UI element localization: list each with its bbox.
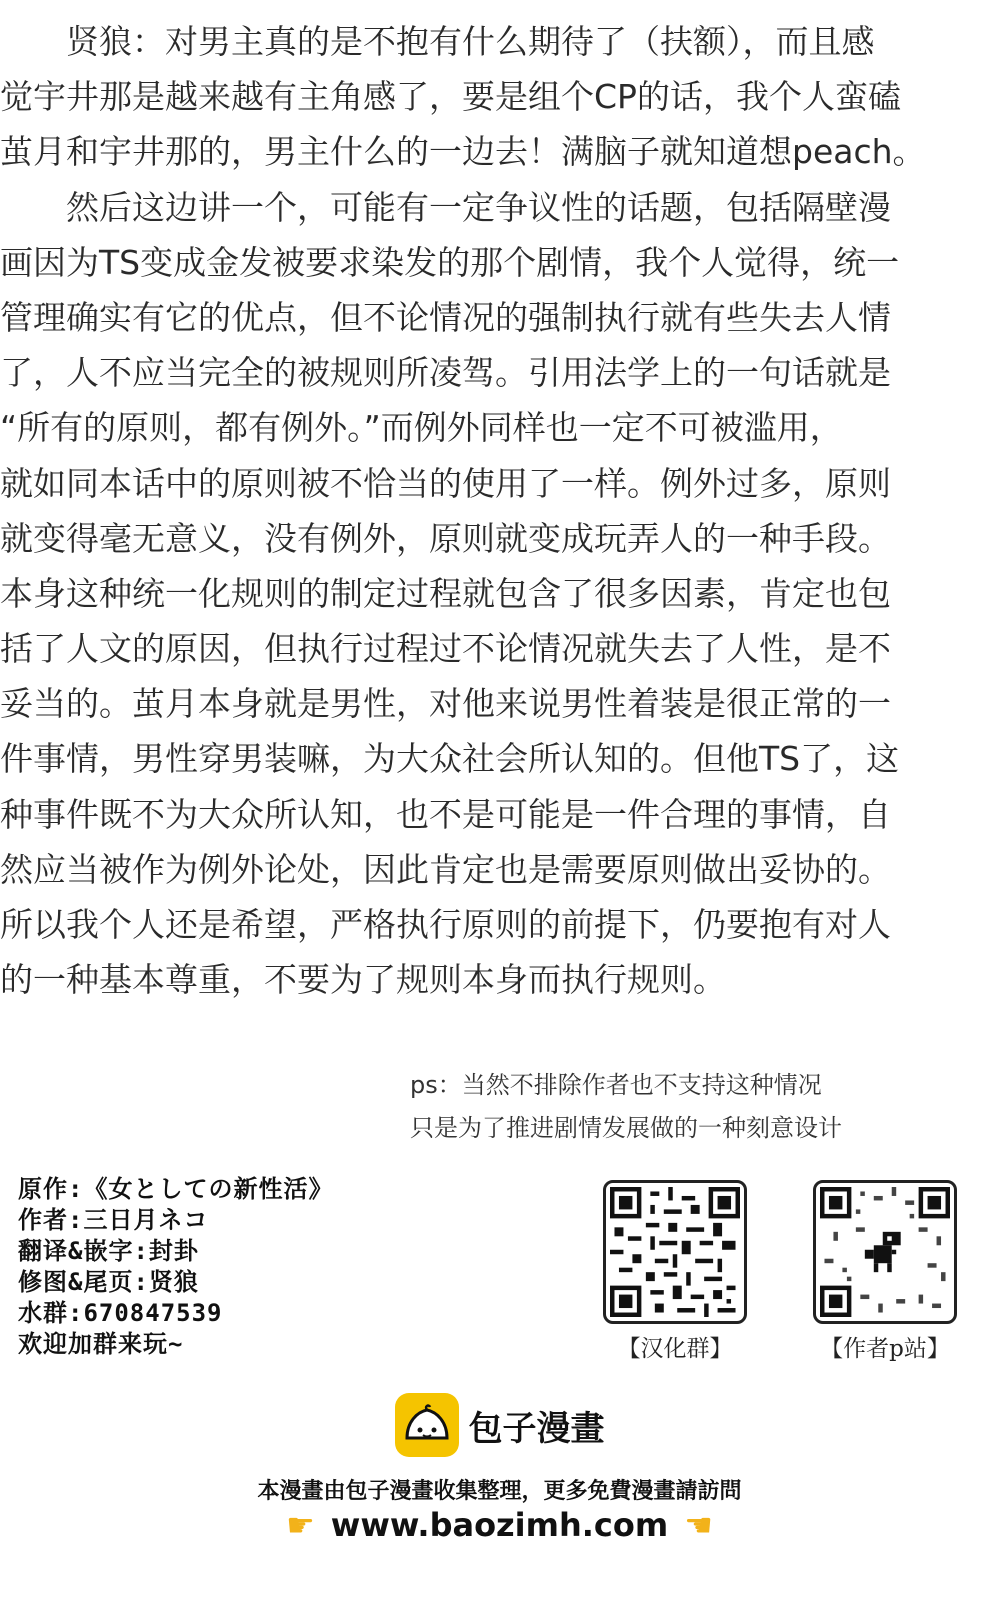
footer-url[interactable]	[0, 1506, 999, 1544]
qr-code-icon	[610, 1187, 740, 1317]
essay-line: 所以我个人还是希望，严格执行原则的前提下，仍要抱有对人	[0, 905, 891, 944]
pointing-right-icon: ☛	[286, 1506, 315, 1544]
baozi-logo-icon	[395, 1393, 459, 1457]
dino-icon	[865, 1232, 901, 1272]
qr-code-group[interactable]	[603, 1180, 747, 1324]
essay-line: 了，人不应当完全的被规则所凌驾。引用法学上的一句话就是	[0, 353, 891, 393]
essay-line: 然应当被作为例外论处，因此肯定也是需要原则做出妥协的。	[0, 849, 891, 889]
essay-text	[0, 14, 990, 1007]
qr-caption-group: 【汉化群】	[617, 1336, 733, 1362]
credit-group: 水群:670847539	[18, 1299, 223, 1327]
ps-line-2: 只是为了推进剧情发展做的一种刻意设计	[410, 1114, 842, 1142]
brand	[0, 1393, 999, 1457]
essay-line: 画因为TS变成金发被要求染发的那个剧情，我个人觉得，统一	[0, 242, 900, 282]
essay-line: 贤狼：对男主真的是不抱有什么期待了（扶额），而且感	[0, 22, 875, 61]
essay-line: 括了人文的原因，但执行过程过不论情况就失去了人性，是不	[0, 629, 891, 669]
qr-caption-author: 【作者p站】	[820, 1336, 950, 1362]
essay-line: 茧月和宇井那的，男主什么的一边去！满脑子就知道想peach。	[0, 132, 926, 172]
site-link[interactable]: www.baozimh.com	[330, 1506, 669, 1544]
credit-edit: 修图&尾页:贤狼	[18, 1268, 199, 1296]
essay-line: 本身这种统一化规则的制定过程就包含了很多因素，肯定也包	[0, 573, 891, 613]
essay-line: 觉宇井那是越来越有主角感了，要是组个CP的话，我个人蛮磕	[0, 77, 901, 117]
ps-line-1: ps：当然不排除作者也不支持这种情况	[410, 1071, 822, 1099]
ps-note	[410, 1064, 842, 1150]
essay-line: 的一种基本尊重，不要为了规则本身而执行规则。	[0, 960, 726, 1000]
qr-code-author[interactable]	[813, 1180, 957, 1324]
essay-line: 就如同本话中的原则被不恰当的使用了一样。例外过多，原则	[0, 463, 891, 503]
credits-block	[18, 1174, 333, 1360]
essay-line: 种事件既不为大众所认知，也不是可能是一件合理的事情，自	[0, 794, 891, 834]
essay-line: 件事情，男性穿男装嘛，为大众社会所认知的。但他TS了，这	[0, 739, 900, 779]
qr-group[interactable]	[600, 1180, 750, 1363]
essay-line: “所有的原则，都有例外。”而例外同样也一定不可被滥用，	[0, 408, 843, 448]
essay-line: 管理确实有它的优点，但不论情况的强制执行就有些失去人情	[0, 297, 891, 337]
qr-author[interactable]	[810, 1180, 960, 1363]
brand-name: 包子漫畫	[468, 1408, 605, 1449]
credit-welcome: 欢迎加群来玩~	[18, 1330, 184, 1358]
credit-translate: 翻译&嵌字:封卦	[18, 1237, 199, 1265]
pointing-left-icon: ☚	[684, 1506, 713, 1544]
footer-note: 本漫畫由包子漫畫收集整理，更多免費漫畫請訪問	[257, 1479, 742, 1504]
credit-author: 作者:三日月ネコ	[18, 1206, 209, 1234]
essay-line: 然后这边讲一个，可能有一定争议性的话题，包括隔壁漫	[0, 187, 891, 227]
essay-line: 妥当的。茧月本身就是男性，对他来说男性着装是很正常的一	[0, 684, 891, 724]
essay-line: 就变得毫无意义，没有例外，原则就变成玩弄人的一种手段。	[0, 518, 891, 558]
qr-code-icon	[820, 1187, 950, 1317]
credit-original: 原作:《女としての新性活》	[18, 1175, 334, 1203]
